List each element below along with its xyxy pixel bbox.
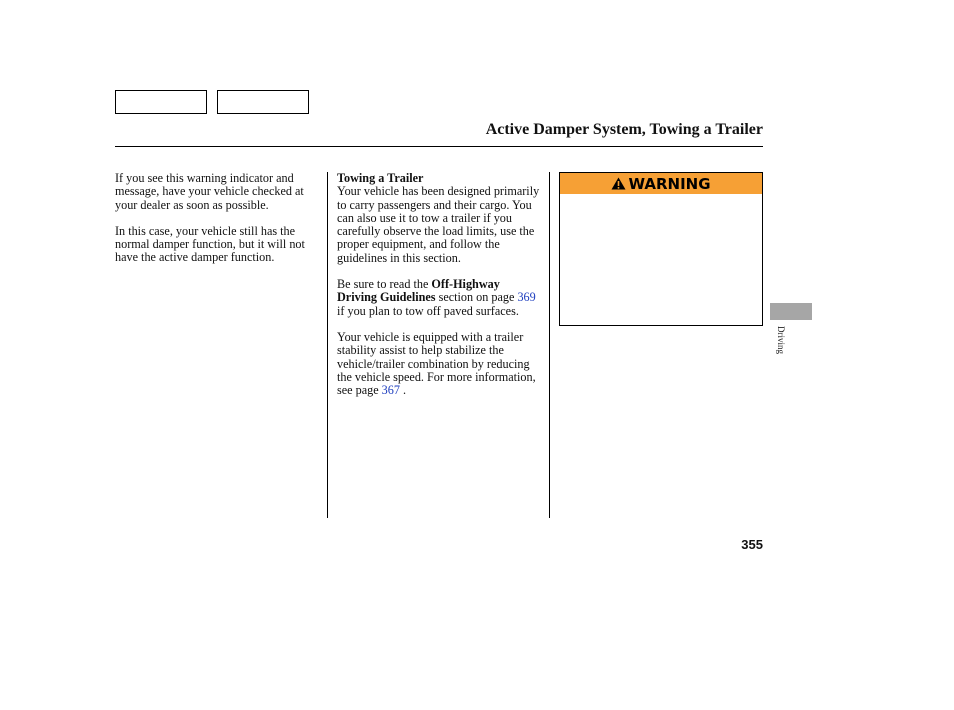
left-paragraph-2: In this case, your vehicle still has the normal damper function, but it will not have the active damper function. [115,223,305,265]
guidelines-title: Off-Highway Driving Guidelines [337,277,500,305]
guidelines-text-mid: section on page [435,290,518,305]
section-heading: Towing a Trailer [337,171,424,185]
middle-column [337,172,542,410]
warning-header [560,173,762,194]
left-paragraph-1: If you see this warning indicator and message, have your vehicle checked at your dealer as soon as possible. [115,171,304,212]
side-tab-label: Driving [776,326,786,354]
column-divider-1 [327,172,328,518]
main-menu-button[interactable] [115,90,207,114]
title-rule [115,146,763,147]
stability-assist-text-end: . [399,383,407,398]
towing-intro-text: Your vehicle has been designed primarily to carry passengers and their cargo. You can also use it to tow a trailer if you carefully observe the load limits, use the proper equipment, and follow the guidelines in this section. [337,184,540,265]
page-link-369[interactable]: 369 [517,290,536,305]
stability-assist-text: Your vehicle is equipped with a trailer stability assist to help stabilize the vehicle/trailer combination by reducing the vehicle speed. For more information, see page [337,329,536,398]
page-number: 355 [741,537,763,552]
warning-label: WARNING [628,174,711,193]
warning-box [559,172,763,326]
page-title: Active Damper System, Towing a Trailer [485,121,763,138]
guidelines-text-before: Be sure to read the [337,277,432,292]
guidelines-text-after: if you plan to tow off paved surfaces. [337,303,519,318]
side-tab[interactable] [770,303,812,320]
warning-triangle-icon [611,177,626,190]
left-column [115,172,320,278]
column-divider-2 [549,172,550,518]
index-button[interactable] [217,90,309,114]
page-link-367[interactable]: 367 [381,383,400,398]
